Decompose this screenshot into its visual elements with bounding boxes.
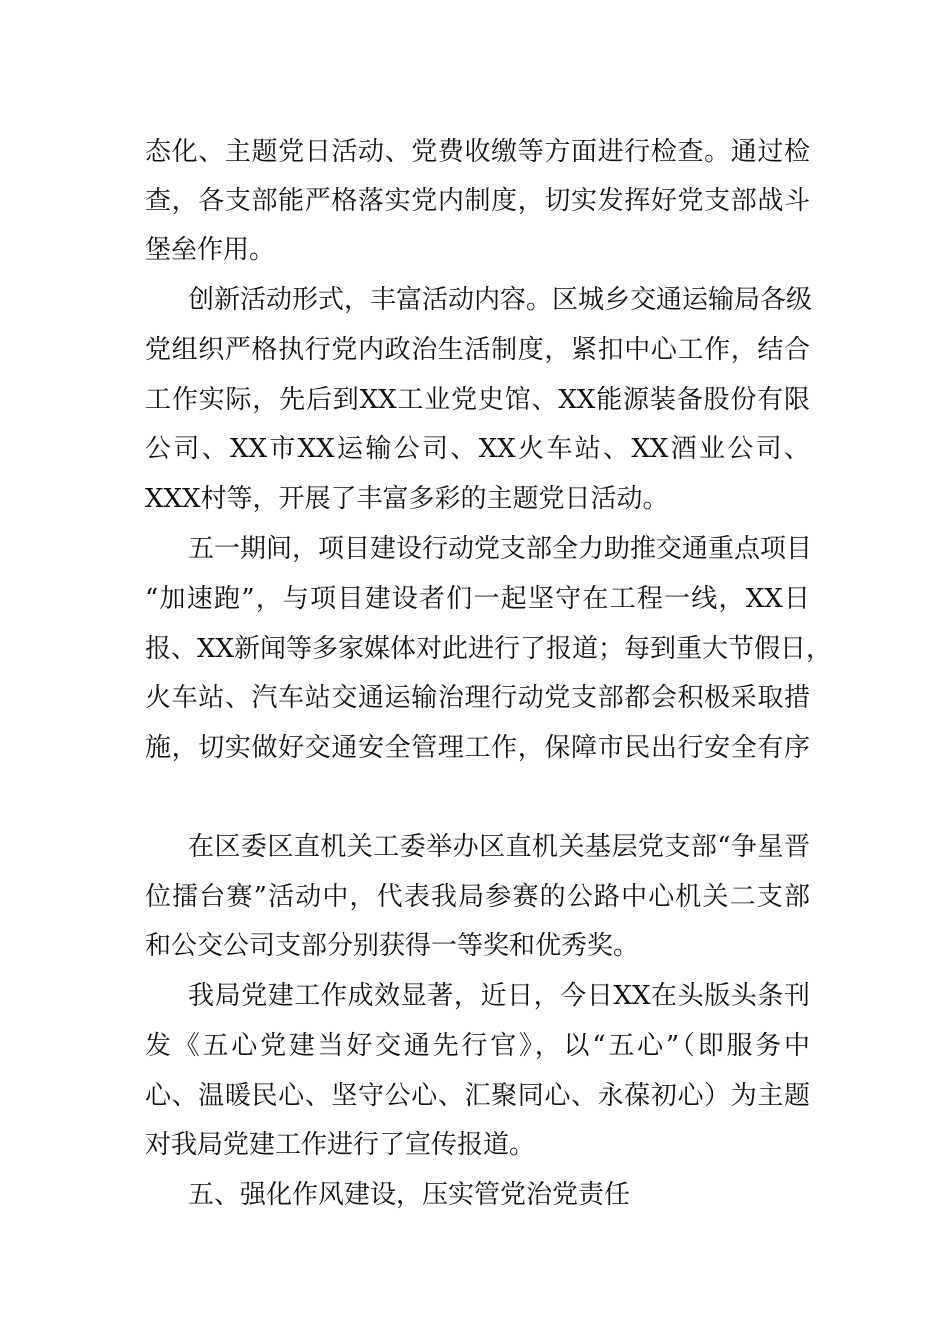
text-line-5: 党组织严格执行党内政治生活制度，紧扣中心工作，结合 xyxy=(145,335,810,365)
text-line-14: 在区委区直机关工委举办区直机关基层党支部“争星晋 xyxy=(188,832,810,862)
text-line-12: 火车站、汽车站交通运输治理行动党支部都会积极采取措 xyxy=(145,683,810,713)
text-line-15: 位擂台赛”活动中，代表我局参赛的公路中心机关二支部 xyxy=(145,882,810,912)
text-line-8: XXX村等，开展了丰富多彩的主题党日活动。 xyxy=(145,484,669,514)
text-line-11: 报、XX新闻等多家媒体对此进行了报道；每到重大节假日， xyxy=(145,634,833,664)
text-line-1: 态化、主题党日活动、党费收缴等方面进行检查。通过检 xyxy=(145,137,810,167)
text-line-3: 堡垒作用。 xyxy=(145,235,276,265)
text-line-2: 查，各支部能严格落实党内制度，切实发挥好党支部战斗 xyxy=(145,186,810,216)
text-line-18: 发《五心党建当好交通先行官》，以“五心”（即服务中 xyxy=(145,1031,810,1061)
text-line-16: 和公交公司支部分别获得一等奖和优秀奖。 xyxy=(145,931,640,961)
text-line-7: 公司、XX市XX运输公司、XX火车站、XX酒业公司、 xyxy=(145,434,810,464)
text-line-9: 五一期间，项目建设行动党支部全力助推交通重点项目 xyxy=(188,534,813,564)
section-heading: 五、强化作风建设，压实管党治党责任 xyxy=(188,1180,631,1210)
text-line-17: 我局党建工作成效显著，近日，今日XX在头版头条刊 xyxy=(188,981,810,1011)
text-line-13: 施，切实做好交通安全管理工作，保障市民出行安全有序 xyxy=(145,733,810,763)
text-line-6: 工作实际，先后到XX工业党史馆、XX能源装备股份有限 xyxy=(145,385,810,415)
text-line-20: 对我局党建工作进行了宣传报道。 xyxy=(145,1130,536,1160)
text-line-4: 创新活动形式，丰富活动内容。区城乡交通运输局各级 xyxy=(188,285,813,315)
text-line-19: 心、温暖民心、坚守公心、汇聚同心、永葆初心）为主题 xyxy=(145,1081,810,1111)
text-line-10: “加速跑”，与项目建设者们一起坚守在工程一线，XX日 xyxy=(145,584,810,614)
